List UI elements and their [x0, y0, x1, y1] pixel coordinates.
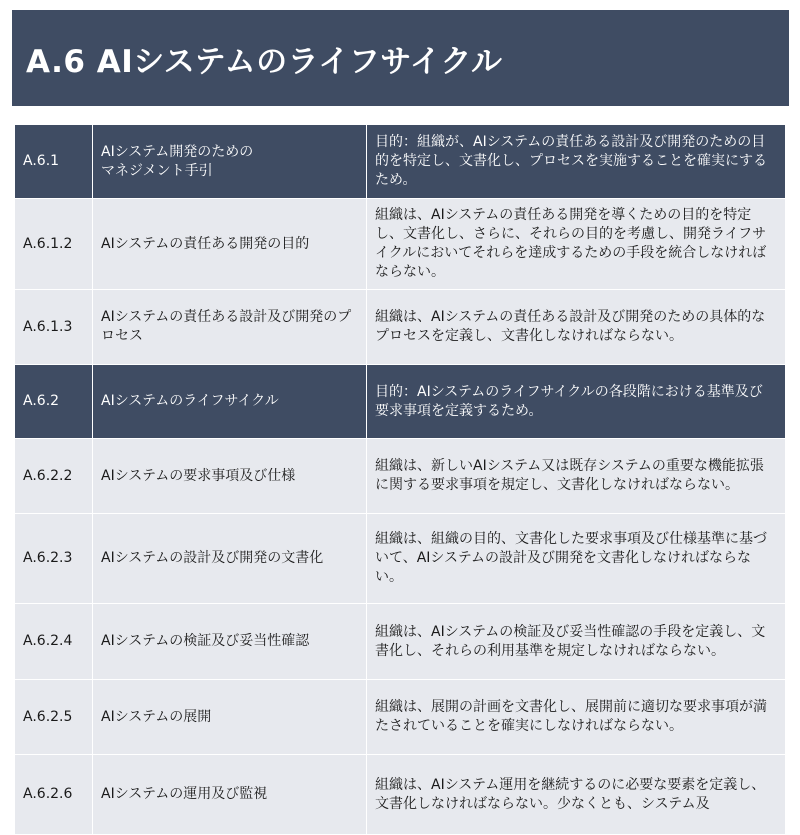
control-name: AIシステムの検証及び妥当性確認: [93, 604, 367, 680]
table-row: [15, 604, 786, 680]
control-description: 組織は、AIシステムの検証及び妥当性確認の手段を定義し、文書化し、それらの利用基準を規定しなければならない。: [367, 604, 786, 680]
control-description: 組織は、組織の目的、文書化した要求事項及び仕様基準に基づいて、AIシステムの設計及び開発を文書化しなければならない。: [367, 514, 786, 604]
control-description: 目的：組織が、AIシステムの責任ある設計及び開発のための目的を特定し、文書化し、プロセスを実施することを確実にするため。: [367, 125, 786, 199]
control-id: A.6.1: [15, 125, 93, 199]
table-row: [15, 514, 786, 604]
control-description: 組織は、AIシステム運用を継続するのに必要な要素を定義し、文書化しなければならない。少なくとも、システム及: [367, 755, 786, 835]
control-name: AIシステムの責任ある開発の目的: [93, 199, 367, 290]
table-row: [15, 290, 786, 365]
control-name: AIシステムの設計及び開発の文書化: [93, 514, 367, 604]
control-description: 組織は、展開の計画を文書化し、展開前に適切な要求事項が満たされていることを確実にしなければならない。: [367, 680, 786, 755]
control-id: A.6.1.3: [15, 290, 93, 365]
control-name: AIシステムの責任ある設計及び開発のプロセス: [93, 290, 367, 365]
control-name: AIシステムの展開: [93, 680, 367, 755]
control-description: 目的：AIシステムのライフサイクルの各段階における基準及び要求事項を定義するため。: [367, 365, 786, 439]
controls-table-wrapper: [14, 124, 785, 835]
control-id: A.6.2.4: [15, 604, 93, 680]
control-name: AIシステム開発のための マネジメント手引: [93, 125, 367, 199]
control-id: A.6.2: [15, 365, 93, 439]
control-id: A.6.2.6: [15, 755, 93, 835]
title-bar: [12, 10, 789, 106]
slide-title: A.6 AIシステムのライフサイクル: [26, 43, 503, 80]
table-row-section: [15, 365, 786, 439]
table-row: [15, 755, 786, 835]
control-description: 組織は、AIシステムの責任ある開発を導くための目的を特定し、文書化し、さらに、それらの目的を考慮し、開発ライフサイクルにおいてそれらを達成するための手段を統合しなければならない。: [367, 199, 786, 290]
control-id: A.6.1.2: [15, 199, 93, 290]
control-name: AIシステムの要求事項及び仕様: [93, 439, 367, 514]
control-name: AIシステムのライフサイクル: [93, 365, 367, 439]
control-description: 組織は、AIシステムの責任ある設計及び開発のための具体的なプロセスを定義し、文書化しなければならない。: [367, 290, 786, 365]
control-description: 組織は、新しいAIシステム又は既存システムの重要な機能拡張に関する要求事項を規定し、文書化しなければならない。: [367, 439, 786, 514]
control-id: A.6.2.3: [15, 514, 93, 604]
table-row: [15, 199, 786, 290]
controls-table: [14, 124, 786, 835]
table-row-section: [15, 125, 786, 199]
table-row: [15, 680, 786, 755]
control-id: A.6.2.5: [15, 680, 93, 755]
control-name: AIシステムの運用及び監視: [93, 755, 367, 835]
table-row: [15, 439, 786, 514]
control-id: A.6.2.2: [15, 439, 93, 514]
